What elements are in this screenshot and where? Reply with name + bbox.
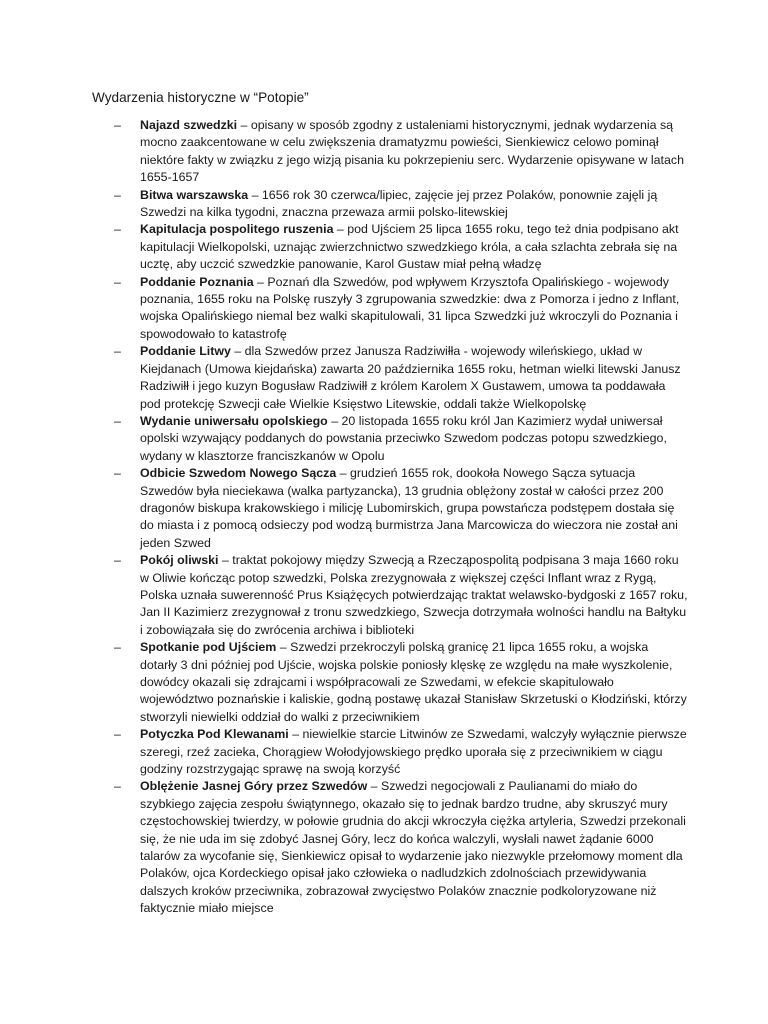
dash-bullet-icon: – [114,344,121,359]
event-name: Spotkanie pod Ujściem [140,640,277,655]
dash-bullet-icon: – [114,413,121,428]
list-item [114,187,688,222]
dash-bullet-icon: – [114,640,121,655]
document-title: Wydarzenia historyczne w “Potopie” [92,90,309,105]
list-item [114,465,688,552]
list-item [114,639,688,726]
event-name: Pokój oliwski [140,553,219,568]
dash-bullet-icon: – [114,779,121,794]
dash-bullet-icon: – [114,466,121,481]
event-name: Najazd szwedzki [140,118,238,132]
event-description: – 20 listopada 1655 roku król Jan Kazimierz wydał uniwersał opolski wzywający poddanych do powstania przeciwko Szwedom podczas potopu szwedzkiego, wydany w klasztorze franciszkanów w Opolu [140,413,667,463]
event-name: Wydanie uniwersału opolskiego [140,413,328,428]
dash-bullet-icon: – [114,118,121,132]
list-item [114,117,688,187]
event-description: – dla Szwedów przez Janusza Radziwiłła - wojewody wileńskiego, układ w Kiejdanach (Umowa kiejdańska) zawarta 20 października 1655 roku, hetman wielki litewski Janusz Radziwiłł i jego kuzyn Bogusław Radziwiłł z królem Karolem X Gustawem, umowa ta poddawała pod protekcję Szwecji całe Wielkie Księstwo Litewskie, oddali także Wielkopolskę [140,344,681,411]
event-name: Kapitulacja pospolitego ruszenia [140,222,334,237]
list-item [114,343,688,413]
dash-bullet-icon: – [114,187,121,202]
event-name: Poddanie Poznania [140,274,254,289]
list-item [114,552,688,639]
dash-bullet-icon: – [114,274,121,289]
list-item [114,726,688,778]
event-name: Oblężenie Jasnej Góry przez Szwedów [140,779,368,794]
dash-bullet-icon: – [114,553,121,568]
list-item [114,413,688,465]
event-name: Bitwa warszawska [140,187,249,202]
list-item [114,221,688,273]
event-name: Potyczka Pod Klewanami [140,727,289,742]
list-item [114,274,688,344]
event-description: – Szwedzi przekroczyli polską granicę 21 lipca 1655 roku, a wojska dotarły 3 dni później pod Ujście, wojska polskie poniosły klęskę ze względu na małe wyszkolenie, dowódcy okazali się zdrajcami i współpracowali ze Szwedami, w efekcie skapitulowało województwo poznańskie i kaliskie, godną postawę ukazał Stanisław Skrzetuski o Kłodziński, którzy stworzyli niewielki oddział do walki z przeciwnikiem [140,640,687,724]
event-name: Poddanie Litwy [140,344,231,359]
event-description: – niewielkie starcie Litwinów ze Szwedami, walczyły wyłącznie pierwsze szeregi, rzeź zacieka, Chorągiew Wołodyjowskiego prędko uporała się z przeciwnikiem w ciągu godziny rozstrzygając sprawę na swoją korzyść [140,727,687,777]
list-item [114,778,688,917]
event-description: – opisany w sposób zgodny z ustaleniami historycznymi, jednak wydarzenia są mocno zaakcentowane w celu zwiększenia dramatyzmu powieści, Sienkiewicz celowo pominął niektóre fakty w związku z jego wizją pisania ku pokrzepieniu serc. Wydarzenie opisywane w latach 1655-1657 [140,118,684,185]
event-description: – Szwedzi negocjowali z Paulianami do miało do szybkiego zajęcia zespołu świątynnego, okazało się to jednak bardzo trudne, aby skruszyć mury częstochowskiej twierdzy, w połowie grudnia do akcji wkroczyła ciężka artyleria, Szwedzi przekonali się, że nie uda im się zdobyć Jasnej Góry, lecz do końca walczyli, wysłali nawet żądanie 6000 talarów za wycofanie się, Sienkiewicz opisał to wydarzenie jako niezwykle przełomowy moment dla Polaków, ojca Kordeckiego opisał jako człowieka o nadludzkich zdolnościach przewidywania dalszych kroków przeciwnika, zobrazował zwycięstwo Polaków znacznie podkoloryzowane niż faktycznie miało miejsce [140,779,686,916]
event-list [114,117,688,918]
event-description: – pod Ujściem 25 lipca 1655 roku, tego też dnia podpisano akt kapitulacji Wielkopolski, uznając zwierzchnictwo szwedzkiego króla, a cała szlachta zebrała się na ucztę, aby uczcić szwedzkie panowanie, Karol Gustaw miał pełną władzę [140,222,679,272]
event-description: – grudzień 1655 rok, dookoła Nowego Sącza sytuacja Szwedów była nieciekawa (walka partyzancka), 13 grudnia oblężony został w całości przez 200 dragonów biskupa krakowskiego i milicję Lubomirskich, grupa powstańcza podstępem dostała się do miasta i z pomocą odsieczy pod wodzą burmistrza Jana Marcowicza do wieczora nie został ani jeden Szwed [140,466,678,550]
dash-bullet-icon: – [114,222,121,237]
event-description: – traktat pokojowy między Szwecją a Rzecząpospolitą podpisana 3 maja 1660 roku w Oliwie kończąc potop szwedzki, Polska zrezygnowała z większej części Inflant wraz z Rygą, Polska uznała suwerenność Prus Książęcych potwierdzając traktat welawsko-bydgoski z 1657 roku, Jan II Kazimierz zrezygnował z tronu szwedzkiego, Szwecja dotrzymała wolności handlu na Bałtyku i zobowiązała się do zwrócenia archiwa i biblioteki [140,553,688,637]
dash-bullet-icon: – [114,727,121,742]
event-name: Odbicie Szwedom Nowego Sącza [140,466,337,481]
event-description: – 1656 rok 30 czerwca/lipiec, zajęcie jej przez Polaków, ponownie zajęli ją Szwedzi na kilka tygodni, znaczna przewaza armii polsko-litewskiej [140,187,658,220]
event-description: – Poznań dla Szwedów, pod wpływem Krzysztofa Opalińskiego - wojewody poznania, 1655 roku na Polskę ruszyły 3 zgrupowania szwedzkie: dwa z Pomorza i jedno z Inflant, wojska Opalińskiego niemal bez walki skapitulowali, 31 lipca Szwedzki już wkroczyli do Poznania i spowodowało to katastrofę [140,274,680,341]
